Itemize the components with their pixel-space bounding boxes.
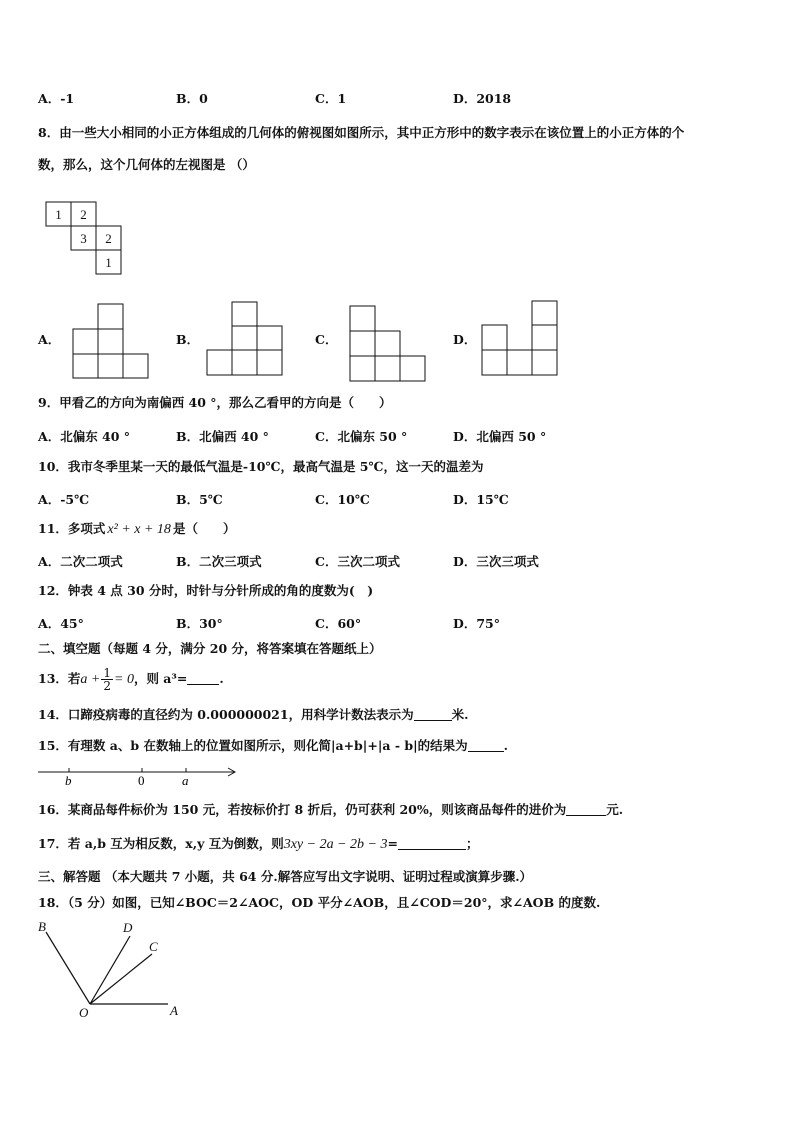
q13-answer-blank[interactable]	[187, 671, 219, 685]
grid-number: 3	[80, 231, 87, 246]
q17-eq: =	[387, 836, 398, 851]
grid-number: 1	[105, 255, 112, 270]
q13-suffix: ，则 a³=	[133, 671, 188, 686]
q18-text: 18．（5 分）如图，已知∠BOC＝2∠AOC，OD 平分∠AOB，且∠COD＝20°，求∠AOB 的度数.	[38, 895, 601, 910]
q16-stem	[38, 802, 623, 818]
q13-math-b: = 0	[114, 672, 134, 687]
q11-stem	[38, 521, 235, 538]
q8-option-a-figure	[72, 302, 154, 380]
q11-prefix: 11．多项式	[38, 521, 106, 536]
q9-option-b: B．北偏西 40 °	[176, 429, 269, 444]
q10-option-d: D．15℃	[453, 492, 509, 507]
grid-number: 2	[105, 231, 112, 246]
q7-option-d: D．2018	[453, 91, 512, 106]
q11-option-d: D．三次三项式	[453, 554, 539, 569]
q8-option-b-label: B．	[176, 332, 200, 347]
label-b: B	[38, 919, 46, 934]
q18-angle-figure	[34, 914, 184, 1022]
q10-option-a: A．-5℃	[38, 492, 90, 507]
q14-text: 14．口蹄疫病毒的直径约为 0.000000021，用科学计数法表示为	[38, 707, 414, 722]
q7-option-a: A．-1	[38, 91, 75, 106]
axis-label-a: a	[182, 773, 189, 788]
q13-frac-den: 2	[103, 679, 111, 693]
q13-fraction	[101, 667, 113, 692]
q10-option-b: B．5℃	[176, 492, 223, 507]
q10-option-c: C．10℃	[315, 492, 370, 507]
grid-number: 2	[80, 207, 87, 222]
q9-option-c: C．北偏东 50 °	[315, 429, 408, 444]
q13-end: .	[219, 671, 224, 686]
q15-stem	[38, 738, 508, 754]
q16-text: 16．某商品每件标价为 150 元，若按标价打 8 折后，仍可获利 20%，则该商品每件的进价为	[38, 802, 567, 817]
ray-od	[90, 936, 130, 1004]
q16-answer-blank[interactable]	[566, 802, 606, 816]
q10-text: 10．我市冬季里某一天的最低气温是-10℃，最高气温是 5℃，这一天的温差为	[38, 459, 484, 474]
q8-top-view-grid	[44, 200, 126, 278]
q12-option-c: C．60°	[315, 616, 362, 631]
q9-option-d: D．北偏西 50 °	[453, 429, 547, 444]
q8-option-a-label: A．	[38, 332, 61, 347]
ray-ob	[46, 932, 90, 1004]
q17-expression: 3xy − 2a − 2b − 3	[283, 837, 388, 852]
q13-frac-num: 1	[103, 666, 111, 680]
axis-label-b: b	[65, 773, 72, 788]
q15-text: 15．有理数 a、b 在数轴上的位置如图所示，则化简|a+b|+|a - b|的结果为	[38, 738, 468, 753]
section3-heading: 三、解答题 （本大题共 7 小题，共 64 分.解答应写出文字说明、证明过程或演算步骤.）	[38, 869, 533, 884]
q8-option-c-label: C．	[315, 332, 338, 347]
q8-option-d-figure	[480, 300, 562, 378]
axis-label-zero: 0	[138, 773, 145, 788]
q9-option-a: A．北偏东 40 °	[38, 429, 131, 444]
grid-number: 1	[55, 207, 62, 222]
q15-answer-blank[interactable]	[468, 738, 504, 752]
q13-math-a: a +	[80, 672, 101, 687]
q17-answer-blank[interactable]	[398, 836, 466, 850]
q11-option-b: B．二次三项式	[176, 554, 262, 569]
q12-option-a: A．45°	[38, 616, 84, 631]
q14-suffix: 米.	[451, 707, 469, 722]
q15-number-line	[36, 762, 241, 788]
q12-option-b: B．30°	[176, 616, 223, 631]
q8-option-b-figure	[204, 300, 286, 378]
q11-option-c: C．三次二项式	[315, 554, 400, 569]
label-c: C	[149, 939, 158, 954]
q17-prefix: 17．若 a,b 互为相反数，x,y 互为倒数，则	[38, 836, 284, 851]
label-d: D	[123, 920, 133, 935]
q17-stem	[38, 836, 479, 853]
q14-answer-blank[interactable]	[414, 707, 452, 721]
q12-text: 12．钟表 4 点 30 分时，时针与分针所成的角的度数为( )	[38, 583, 374, 598]
q11-polynomial: x² + x + 18	[107, 522, 171, 537]
q13-stem	[38, 666, 224, 693]
q8-text-line1: 8．由一些大小相同的小正方体组成的几何体的俯视图如图所示，其中正方形中的数字表示在该位置上的小正方体的个	[38, 125, 685, 140]
label-a: A	[170, 1003, 178, 1018]
q14-stem	[38, 707, 468, 723]
q11-suffix: 是（ ）	[172, 521, 236, 536]
q17-end: ；	[465, 836, 479, 851]
q9-text: 9．甲看乙的方向为南偏西 40 °，那么乙看甲的方向是（ ）	[38, 395, 392, 410]
q8-option-c-figure	[348, 304, 430, 382]
q13-prefix: 13．若	[38, 671, 81, 686]
ray-oc	[90, 954, 152, 1004]
q16-suffix: 元.	[606, 802, 624, 817]
label-o: O	[79, 1005, 89, 1020]
q7-option-b: B．0	[176, 91, 208, 106]
q8-option-d-label: D．	[453, 332, 477, 347]
q11-option-a: A．二次二项式	[38, 554, 123, 569]
q7-option-c: C．1	[315, 91, 347, 106]
q8-text-line2: 数，那么，这个几何体的左视图是 （）	[38, 157, 255, 172]
section2-heading: 二、填空题（每题 4 分，满分 20 分，将答案填在答题纸上）	[38, 641, 382, 656]
q12-option-d: D．75°	[453, 616, 500, 631]
q15-end: .	[503, 738, 509, 753]
